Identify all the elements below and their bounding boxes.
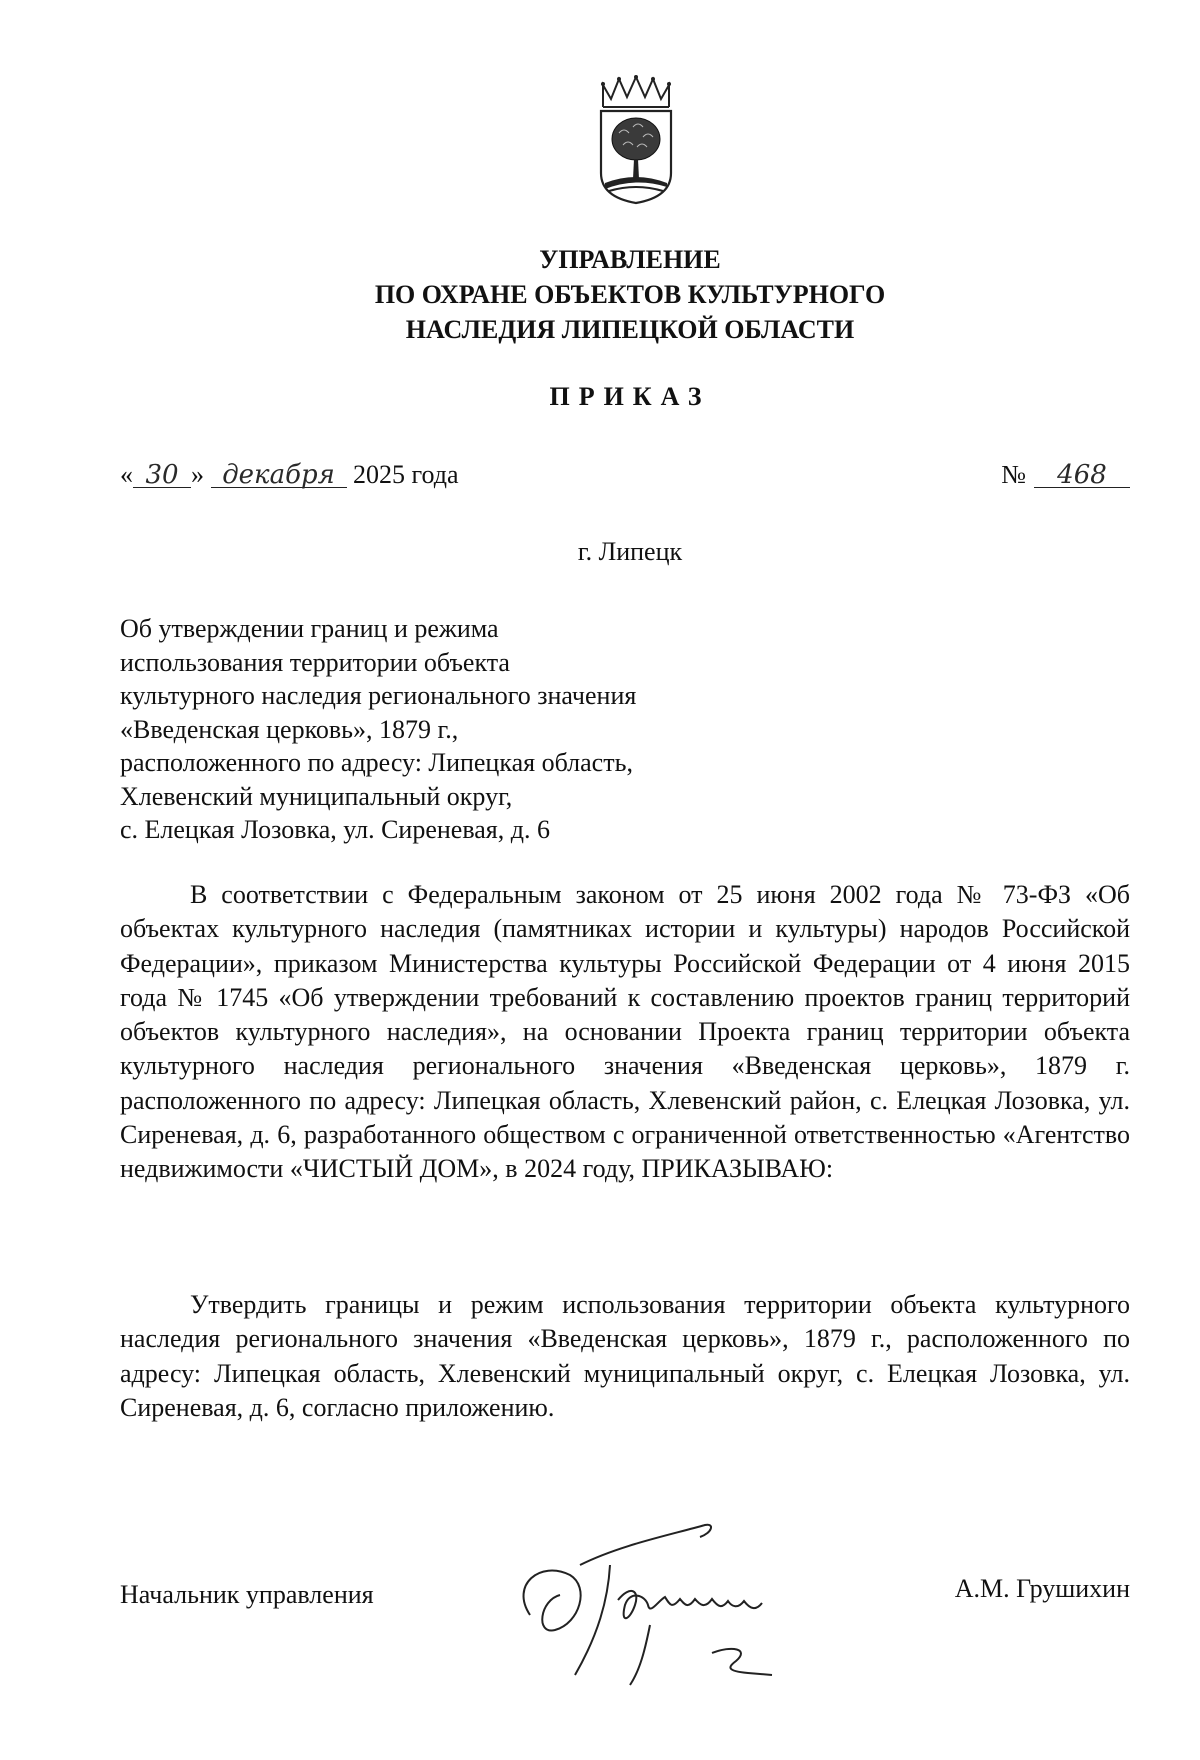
subject-line: использования территории объекта xyxy=(120,647,510,677)
date-year: 2025 года xyxy=(353,460,459,489)
subject-line: Хлевенский муниципальный округ, xyxy=(120,781,513,811)
handwritten-signature-icon xyxy=(500,1505,820,1695)
document-type-title: ПРИКАЗ xyxy=(549,382,711,411)
order-paragraph: Утвердить границы и режим использования территории объекта культурного наследия регионального значения «Введенская церковь», 1879 г., расположенного по адресу: Липецкая область, Хлевенский муниципальный округ, с. Елецкая Лозовка, ул. Сиреневая, д. 6, согласно приложению. xyxy=(120,1290,1130,1422)
signatory-position: Начальник управления xyxy=(120,1580,374,1609)
number-value: 468 xyxy=(1034,463,1130,488)
signature-block xyxy=(120,1560,1130,1760)
date-open-quote: « xyxy=(120,460,133,489)
number-label: № xyxy=(1001,460,1026,489)
date-day: 30 xyxy=(133,463,191,488)
document-date xyxy=(120,460,459,490)
date-close-quote: » xyxy=(191,460,204,489)
subject-line: Об утверждении границ и режима xyxy=(120,614,499,643)
subject-line: «Введенская церковь», 1879 г., xyxy=(120,714,459,744)
subject-line: культурного наследия регионального значения xyxy=(120,681,637,710)
organization-header xyxy=(0,242,1200,347)
subject-line: расположенного по адресу: Липецкая область, xyxy=(120,748,633,777)
header-line-1: УПРАВЛЕНИЕ xyxy=(539,245,721,274)
date-month: декабря xyxy=(211,463,347,488)
document-number xyxy=(1001,460,1130,490)
city: г. Липецк xyxy=(577,537,683,566)
coat-of-arms-icon xyxy=(595,75,677,205)
header-line-3: НАСЛЕДИЯ ЛИПЕЦКОЙ ОБЛАСТИ xyxy=(405,315,855,344)
signatory-name: А.М. Грушихин xyxy=(954,1574,1130,1603)
subject-line: с. Елецкая Лозовка, ул. Сиреневая, д. 6 xyxy=(120,815,550,844)
date-number-line xyxy=(120,450,1130,500)
order-subject xyxy=(120,612,740,847)
header-line-2: ПО ОХРАНЕ ОБЪЕКТОВ КУЛЬТУРНОГО xyxy=(374,280,886,309)
preamble-paragraph: В соответствии с Федеральным законом от 25 июня 2002 года № 73-ФЗ «Об объектах культурного наследия (памятниках истории и культуры) народов Российской Федерации», приказом Министерства культуры Российской Федерации от 4 июня 2015 года № 1745 «Об утверждении требований к составлению проектов границ территорий объектов культурного наследия», на основании Проекта границ территории объекта культурного наследия регионального значения «Введенская церковь», 1879 г. расположенного по адресу: Липецкая область, Хлевенский район, с. Елецкая Лозовка, ул. Сиреневая, д. 6, разработанного обществом с ограниченной ответственностью «Агентство недвижимости «ЧИСТЫЙ ДОМ», в 2024 году, ПРИКАЗЫВАЮ: xyxy=(120,880,1130,1184)
